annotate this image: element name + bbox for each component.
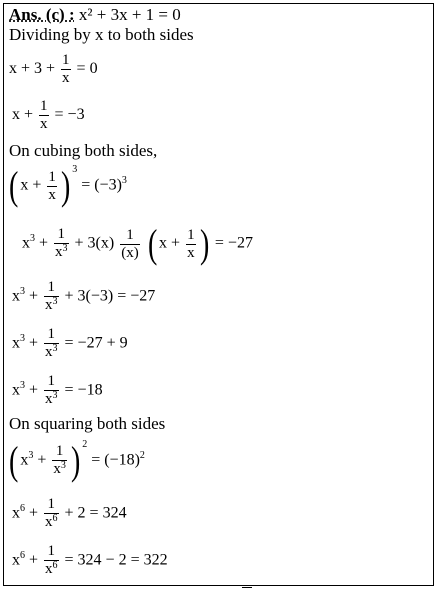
eq6-x: x <box>12 334 20 352</box>
eq10-den <box>44 560 59 579</box>
eq2-den: x <box>40 116 48 132</box>
eq2-fraction <box>39 98 49 133</box>
eq9-den-x: x <box>45 514 53 530</box>
answer-label: Ans. (c) : <box>9 5 75 24</box>
eq7-den-exp: 3 <box>52 390 58 401</box>
eq7-exp: 3 <box>20 379 25 391</box>
eq4-den2: (x) <box>121 244 139 261</box>
eq10-den-exp: 6 <box>52 560 58 571</box>
eq8-num: 1 <box>55 443 64 459</box>
eq10-plus: + <box>29 551 39 569</box>
eq4-x: x <box>22 234 30 252</box>
eq4-den <box>54 243 69 262</box>
eq4-fraction-3 <box>186 227 196 262</box>
eq1-fraction <box>61 52 71 87</box>
eq4-fraction-1 <box>54 226 69 262</box>
equation-1 <box>9 52 98 87</box>
eq9-den <box>44 513 59 532</box>
eq6-num: 1 <box>47 326 56 342</box>
eq4-den-exp: 3 <box>62 243 68 254</box>
eq5-exp: 3 <box>20 285 25 297</box>
eq6-den <box>44 343 59 362</box>
eq5-num: 1 <box>47 279 56 295</box>
eq8-plus: + <box>37 451 47 469</box>
eq6-den-exp: 3 <box>52 343 58 354</box>
eq1-num: 1 <box>62 52 70 68</box>
eq8-den-x: x <box>53 461 61 477</box>
eq5-plus: + <box>29 287 39 305</box>
eq10-exp: 6 <box>20 549 25 561</box>
eq8-rhs-exp: 2 <box>139 449 145 461</box>
eq2-rhs: = −3 <box>54 106 85 124</box>
eq4-num3: 1 <box>187 226 195 243</box>
eq8-x: x <box>20 451 29 469</box>
eq3-fraction <box>47 169 57 204</box>
eq2-lhs: x + <box>12 106 34 124</box>
eq9-plus: + <box>29 504 39 522</box>
equation-3: ( x + $\frac{1}{x}$ ) $^3 = (-3)^3$ <box>8 163 127 208</box>
eq4-inner: x + <box>159 234 181 252</box>
eq9-x: x <box>12 504 20 522</box>
equation-7 <box>12 373 103 409</box>
eq5-den <box>44 296 59 315</box>
eq6-plus: + <box>29 334 39 352</box>
answer-line <box>9 5 181 25</box>
eq5-den-exp: 3 <box>52 296 58 307</box>
eq10-num: 1 <box>47 543 56 559</box>
eq10-x: x <box>12 551 20 569</box>
eq2-num: 1 <box>40 98 48 114</box>
eq5-den-x: x <box>45 297 53 313</box>
eq7-den <box>44 390 59 409</box>
eq8-outer-exp: 2 <box>82 438 88 450</box>
eq1-rhs: = 0 <box>76 60 98 78</box>
eq6-exp: 3 <box>20 332 25 344</box>
eq10-den-x: x <box>45 561 53 577</box>
eq3-rhs-exp: 3 <box>121 174 127 186</box>
eq3-den: x <box>48 186 56 203</box>
bottom-mark <box>242 587 252 588</box>
eq7-den-x: x <box>45 391 53 407</box>
eq6-fraction <box>44 326 59 362</box>
eq4-num2: 1 <box>126 226 134 243</box>
answer-equation: x² + 3x + 1 = 0 <box>78 5 181 24</box>
eq7-fraction <box>44 373 59 409</box>
eq8-fraction <box>52 443 67 479</box>
eq4-rhs: = −27 <box>214 234 253 252</box>
step-cube: On cubing both sides, <box>9 141 158 160</box>
equation-6 <box>12 326 128 362</box>
equation-9 <box>12 496 127 532</box>
eq5-x: x <box>12 287 20 305</box>
eq4-den3: x <box>187 244 195 261</box>
eq8-rhs: = (−18) <box>91 451 140 469</box>
eq7-x: x <box>12 381 20 399</box>
eq7-num: 1 <box>47 373 56 389</box>
eq3-exp: 3 <box>72 163 78 175</box>
equation-4: $x^3$ + $\frac{1}{x^3}$ + 3(x) $\frac{1}{(x)}$ ( x + $\frac{1}{x}$ ) = −27 <box>22 221 253 266</box>
eq9-num: 1 <box>47 496 56 512</box>
eq4-mid: + 3(x) <box>74 234 115 252</box>
eq4-num: 1 <box>57 226 66 242</box>
eq5-rhs: + 3(−3) = −27 <box>64 287 156 305</box>
eq9-exp: 6 <box>20 502 25 514</box>
eq3-num: 1 <box>48 168 56 185</box>
eq1-lhs: x + 3 + <box>9 60 56 78</box>
eq4-exp: 3 <box>30 232 35 244</box>
eq10-rhs: = 324 − 2 = 322 <box>64 551 168 569</box>
eq8-den <box>52 460 67 479</box>
step-square: On squaring both sides <box>9 414 166 433</box>
eq7-plus: + <box>29 381 39 399</box>
eq7-rhs: = −18 <box>64 381 103 399</box>
eq9-rhs: + 2 = 324 <box>64 504 127 522</box>
equation-2 <box>12 98 85 133</box>
eq4-den-x: x <box>55 244 63 260</box>
eq6-rhs: = −27 + 9 <box>64 334 128 352</box>
eq8-den-exp: 3 <box>60 460 66 471</box>
eq3-rhs: = (−3) <box>81 176 122 194</box>
eq3-x: x + <box>20 176 42 194</box>
eq10-fraction <box>44 543 59 579</box>
eq6-den-x: x <box>45 344 53 360</box>
eq4-fraction-2 <box>120 227 140 262</box>
equation-10 <box>12 543 168 579</box>
eq9-den-exp: 6 <box>52 513 58 524</box>
eq8-exp: 3 <box>28 449 34 461</box>
eq4-plus: + <box>39 234 49 252</box>
step-divide: Dividing by x to both sides <box>9 25 194 44</box>
eq5-fraction <box>44 279 59 315</box>
equation-5 <box>12 279 155 315</box>
equation-8: ( $x^3$ + $\frac{1}{x^3}$ ) $^2 = (-18)^2$ <box>8 438 145 483</box>
eq1-den: x <box>62 70 70 86</box>
eq9-fraction <box>44 496 59 532</box>
